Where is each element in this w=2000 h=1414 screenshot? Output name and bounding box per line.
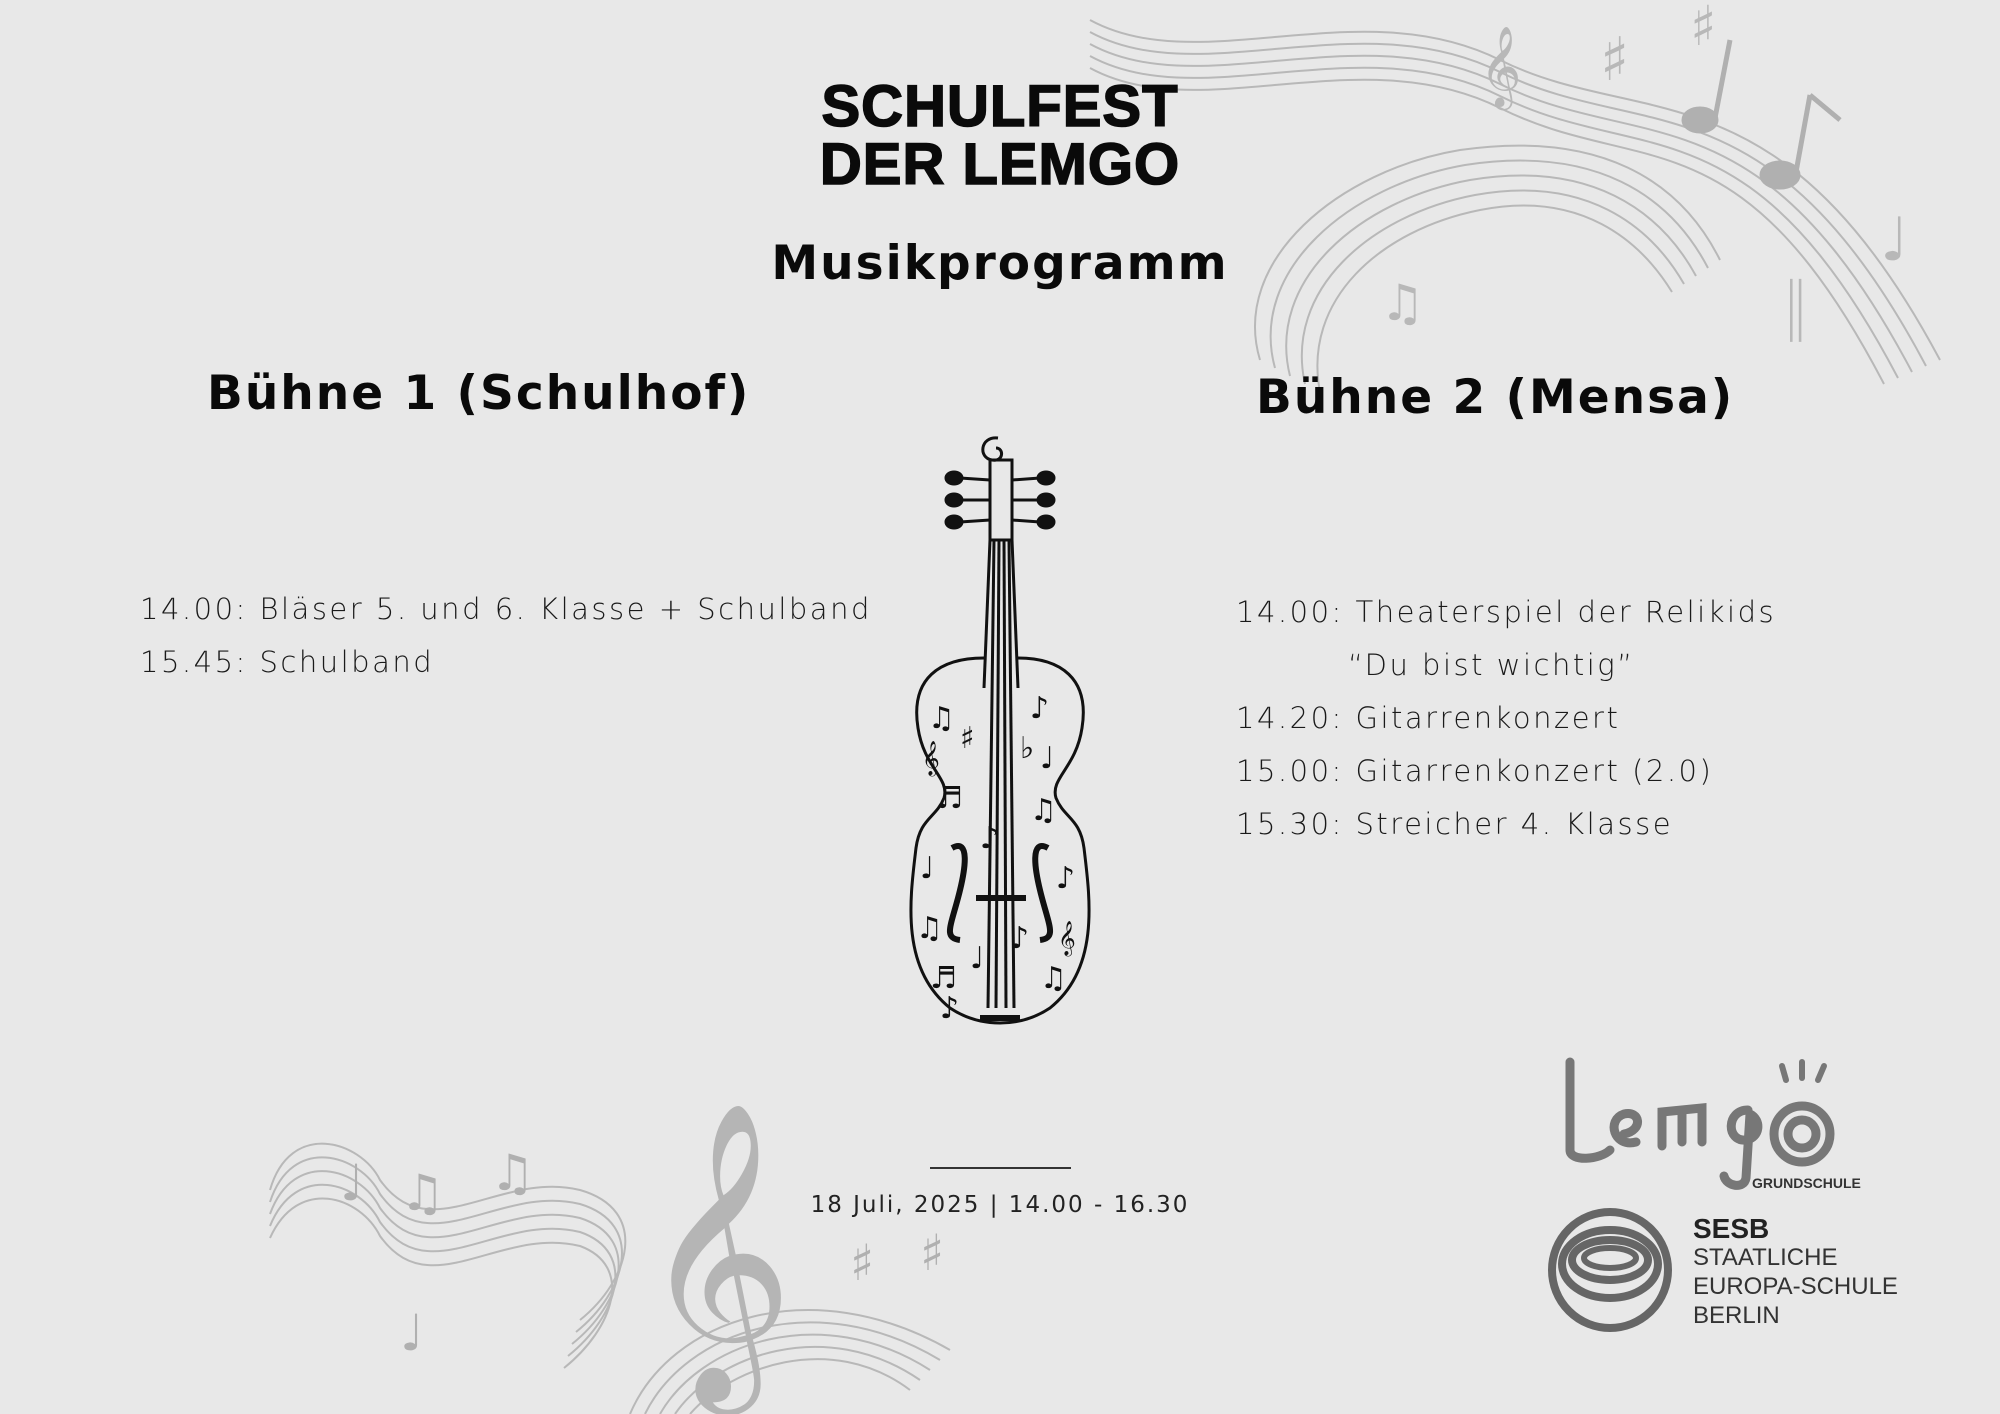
- svg-text:♫: ♫: [1040, 961, 1067, 996]
- svg-text:𝄁: 𝄁: [1790, 266, 1802, 359]
- stage2-schedule: [1236, 586, 1776, 851]
- svg-text:♩: ♩: [920, 851, 935, 886]
- svg-text:♫: ♫: [1030, 793, 1057, 828]
- schedule-item: 15.45: Schulband: [140, 645, 435, 679]
- svg-text:♩: ♩: [1040, 741, 1055, 776]
- lemgo-subtitle: GRUNDSCHULE: [1752, 1175, 1861, 1191]
- svg-text:♯: ♯: [850, 1234, 875, 1292]
- svg-text:♯: ♯: [960, 721, 975, 756]
- event-date-time: 18 Juli, 2025 | 14.00 - 16.30: [810, 1192, 1190, 1218]
- sesb-logo: [1548, 1208, 1674, 1338]
- svg-text:♬: ♬: [936, 781, 963, 816]
- svg-text:♩: ♩: [1880, 205, 1909, 275]
- svg-text:♯: ♯: [1690, 0, 1717, 58]
- schedule-item-subtitle: “Du bist wichtig”: [1348, 648, 1635, 682]
- svg-text:♫: ♫: [490, 1144, 535, 1202]
- svg-text:♪: ♪: [940, 991, 960, 1026]
- svg-text:♫: ♫: [916, 911, 943, 946]
- sesb-line: STAATLICHE: [1693, 1244, 1838, 1271]
- schedule-item: 15.30: Streicher 4. Klasse: [1236, 807, 1674, 841]
- poster-subtitle: Musikprogramm: [771, 236, 1229, 291]
- sesb-short: SESB: [1693, 1213, 1770, 1244]
- violin-icon: [880, 428, 1120, 1040]
- stage1-heading: Bühne 1 (Schulhof): [207, 366, 751, 421]
- svg-text:♫: ♫: [400, 1164, 445, 1222]
- title-line-2: DER LEMGO: [819, 132, 1181, 197]
- svg-text:𝄞: 𝄞: [922, 741, 940, 776]
- sesb-logo-text: [1693, 1214, 1898, 1330]
- sesb-line: EUROPA-SCHULE: [1693, 1273, 1898, 1300]
- schedule-item: 14.00: Bläser 5. und 6. Klasse + Schulband: [140, 592, 872, 626]
- svg-text:𝄞: 𝄞: [1480, 25, 1522, 107]
- svg-text:♫: ♫: [1380, 274, 1425, 332]
- svg-text:♪: ♪: [980, 821, 1000, 856]
- lemgo-logo: [1540, 1050, 1890, 1200]
- stage1-schedule: [140, 583, 872, 689]
- footer-divider: [930, 1167, 1071, 1169]
- schedule-item: 15.00: Gitarrenkonzert (2.0): [1236, 754, 1714, 788]
- svg-text:♩: ♩: [340, 1154, 364, 1212]
- svg-text:♩: ♩: [400, 1304, 424, 1362]
- svg-text:♬: ♬: [930, 961, 957, 996]
- svg-text:♯: ♯: [1600, 25, 1630, 95]
- svg-text:♪: ♪: [1030, 691, 1050, 726]
- svg-text:♯: ♯: [920, 1224, 945, 1282]
- svg-text:♪: ♪: [1010, 921, 1030, 956]
- svg-text:𝄞: 𝄞: [1058, 921, 1076, 956]
- svg-text:♭: ♭: [1020, 731, 1035, 766]
- title-line-1: SCHULFEST: [821, 74, 1179, 139]
- poster-title: [0, 74, 2000, 197]
- svg-text:♪: ♪: [1056, 861, 1076, 896]
- schedule-item: 14.20: Gitarrenkonzert: [1236, 701, 1621, 735]
- stage2-heading: Bühne 2 (Mensa): [1256, 370, 1735, 425]
- treble-clef-icon: 𝄞: [640, 1100, 794, 1402]
- svg-text:♫: ♫: [928, 701, 955, 736]
- schedule-item: 14.00: Theaterspiel der Relikids: [1236, 595, 1777, 629]
- svg-text:♩: ♩: [970, 941, 985, 976]
- sesb-line: BERLIN: [1693, 1302, 1780, 1329]
- music-staff-decoration-top-right: [1080, 0, 2000, 420]
